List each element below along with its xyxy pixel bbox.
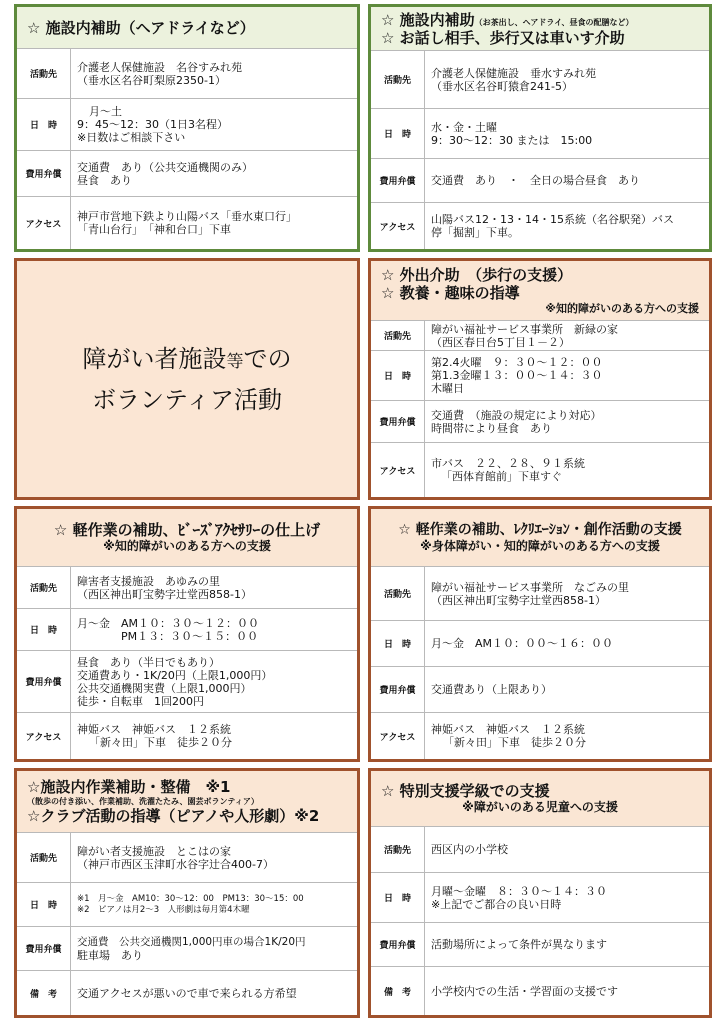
card-ayumi [14,506,360,762]
card-title: ☆ 外出介助 （歩行の支援） [381,266,573,284]
card-subtitle: ※知的障がいのある方への支援 [545,302,699,315]
card-subtitle: ※身体障がい・知的障がいのある方への支援 [420,539,660,553]
card-title: ☆ 特別支援学級での支援 [381,782,550,800]
card-title: ☆ 施設内補助（ヘアドライなど） [27,18,255,37]
card-header [17,509,357,567]
card-header [371,509,709,567]
row-venue: 活動先 障害者支援施設 あゆみの里 （西区神出町宝勢字辻堂西858-1） [17,567,357,609]
row-expenses: 費用弁償 交通費 あり（公共交通機関のみ） 昼食 あり [17,151,357,197]
row-access: アクセス 神戸市営地下鉄より山陽バス「垂水東口行」 「青山台行」 「神和台口」下車 [17,197,357,249]
card-title: ☆ 施設内補助 [381,10,475,29]
row-access: アクセス 山陽バス12・13・14・15系統（名谷駅発）バス 停「掘割」下車。 [371,203,709,249]
card-header [371,261,709,321]
row-expenses: 費用弁償 交通費 （施設の規定により対応） 時間帯により昼食 あり [371,401,709,443]
row-access: アクセス 神姫バス 神姫バス １２系統 「新々田」下車 徒歩２０分 [17,713,357,759]
card-special-class [368,768,712,1018]
row-venue: 活動先 障がい福祉サービス事業所 新緑の家 （西区春日台5丁目１－２） [371,321,709,351]
card-header [371,7,709,51]
row-access: アクセス 市バス ２２、２８、９１系統 「西体育館前」下車すぐ [371,443,709,497]
row-datetime: 日 時 月～金 AM１０：３０～１２：００ PM１３：３０～１５：００ [17,609,357,651]
card-nagomi [368,506,712,762]
card-shinryoku [368,258,712,500]
card-tokoha [14,768,360,1018]
card-tarumisumire [368,4,712,252]
row-datetime: 日 時 ※1 月～金 AM10：30～12：00 PM13：30～15：00 ※2 ピアノは月2～3 人形劇は毎月第4木曜 [17,883,357,927]
card-subtitle: ※知的障がいのある方への支援 [103,539,271,553]
card-title-2: ☆クラブ活動の指導（ピアノや人形劇）※2 [27,807,320,825]
row-expenses: 費用弁償 活動場所によって条件が異なります [371,923,709,967]
row-notes: 備 考 交通アクセスが悪いので車で来られる方希望 [17,971,357,1015]
card-title: ☆ 軽作業の補助、ﾋﾞｰｽﾞｱｸｾｻﾘｰの仕上げ [53,521,321,539]
banner-line-2: ボランティア活動 [91,385,283,414]
banner-line-1: 障がい者施設等での [82,344,292,373]
row-expenses: 費用弁償 交通費 公共交通機関1,000円車の場合1K/20円 駐車場 あり [17,927,357,971]
card-title: ☆ 軽作業の補助、ﾚｸﾘｴｰｼｮﾝ・創作活動の支援 [398,522,682,538]
card-title-note: （お茶出し、ヘアドライ、昼食の配膳など） [474,17,634,27]
card-title-2: ☆ お話し相手、歩行又は車いす介助 [381,28,625,47]
card-header [17,7,357,49]
row-venue: 活動先 介護老人保健施設 垂水すみれ苑 （垂水区名谷町猿倉241-5） [371,51,709,109]
row-venue: 活動先 障がい福祉サービス事業所 なごみの里 （西区神出町宝勢字辻堂西858-1） [371,567,709,621]
row-access: アクセス 神姫バス 神姫バス １２系統 「新々田」下車 徒歩２０分 [371,713,709,759]
row-datetime: 日 時 月～土 9：45～12：30（1日3名程） ※日数はご相談下さい [17,99,357,151]
banner [14,258,360,500]
row-venue: 活動先 西区内の小学校 [371,827,709,873]
row-datetime: 日 時 水・金・土曜 9：30～12：30 または 15:00 [371,109,709,159]
row-expenses: 費用弁償 昼食 あり（半日でもあり） 交通費あり・1K/20円（上限1,000円） 公共交通機関実費（上限1,000円） 徒歩・自転車 1回200円 [17,651,357,713]
row-expenses: 費用弁償 交通費 あり ・ 全日の場合昼食 あり [371,159,709,203]
row-expenses: 費用弁償 交通費あり（上限あり） [371,667,709,713]
card-title: ☆施設内作業補助・整備 ※1 [27,778,231,796]
card-header [17,771,357,833]
card-title-2: ☆ 教養・趣味の指導 [381,284,520,302]
row-datetime: 日 時 月曜～金曜 ８：３０～１４：３０ ※上記でご都合の良い日時 [371,873,709,923]
row-datetime: 日 時 第2.4火曜 ９：３０～１２：００ 第1.3金曜１３：００～１４：３０ 木曜日 [371,351,709,401]
row-venue: 活動先 障がい者支援施設 とこはの家 （神戸市西区玉津町水谷字辻合400-7） [17,833,357,883]
row-notes: 備 考 小学校内での生活・学習面の支援です [371,967,709,1015]
card-subtitle: ※障がいのある児童への支援 [462,800,618,814]
row-datetime: 日 時 月～金 AM１０：００～１６：００ [371,621,709,667]
card-title-note: （散歩の付き添い、作業補助、洗濯たたみ、園芸ボランティア） [27,797,259,806]
card-nagisumire [14,4,360,252]
card-header [371,771,709,827]
row-venue: 活動先 介護老人保健施設 名谷すみれ苑 （垂水区名谷町梨原2350-1） [17,49,357,99]
